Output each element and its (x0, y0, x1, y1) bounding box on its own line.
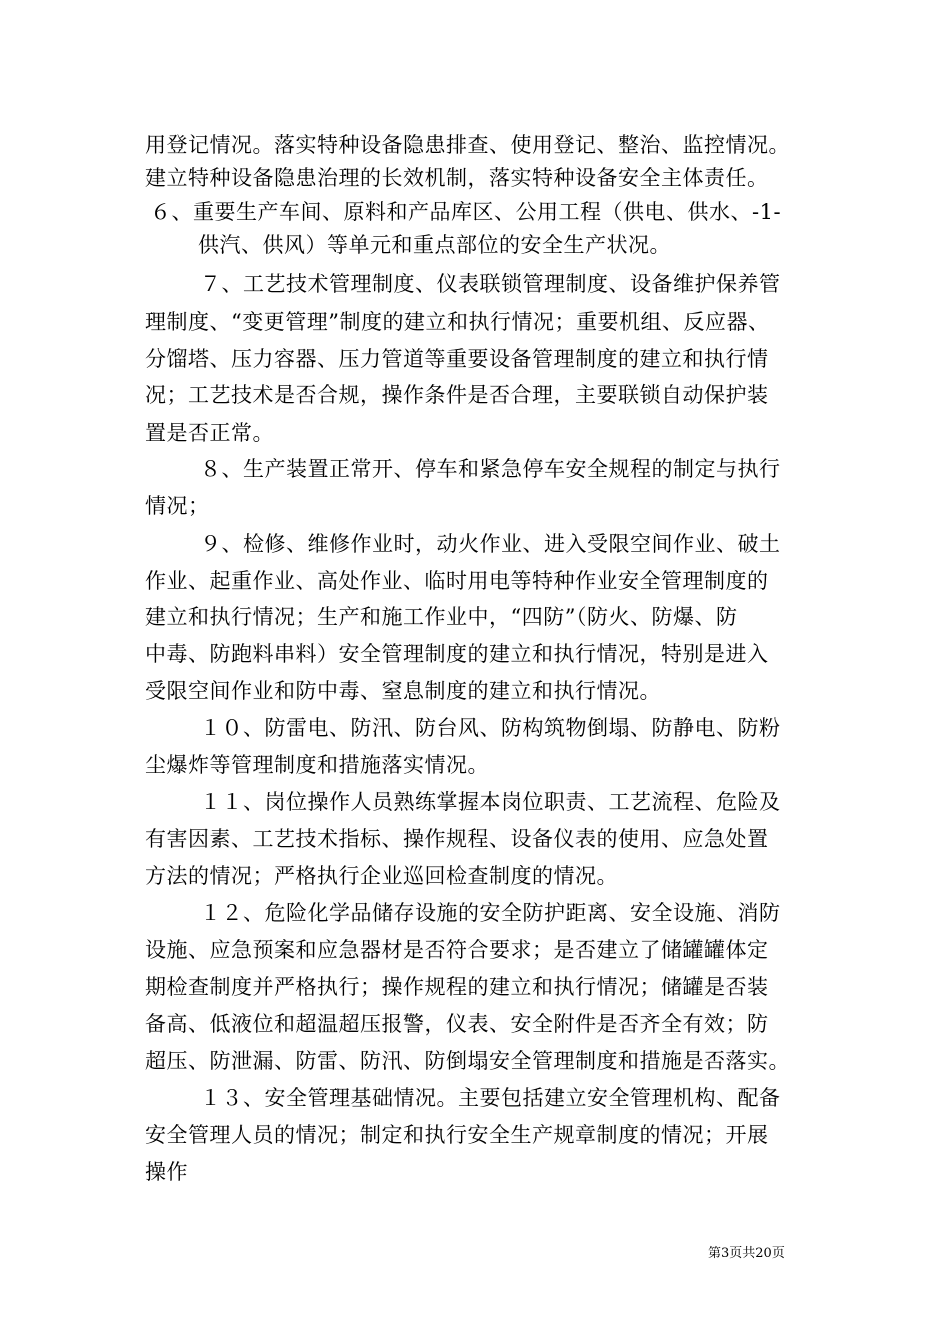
text-line: 设施、应急预案和应急器材是否符合要求；是否建立了储罐罐体定 (145, 938, 769, 962)
text-line: 建立和执行情况；生产和施工作业中，“四防”（防火、防爆、防 (145, 605, 738, 629)
text-line: 受限空间作业和防中毒、窒息制度的建立和执行情况。 (145, 679, 661, 703)
text-line: 分馏塔、压力容器、压力管道等重要设备管理制度的建立和执行情 (145, 347, 769, 371)
text-line: 备高、低液位和超温超压报警，仪表、安全附件是否齐全有效；防 (145, 1012, 769, 1036)
text-line: 尘爆炸等管理制度和措施落实情况。 (145, 753, 489, 777)
text-line: 情况； (145, 494, 210, 518)
text-line: 建立特种设备隐患治理的长效机制，落实特种设备安全主体责任。 (145, 166, 769, 190)
text-line: 方法的情况；严格执行企业巡回检查制度的情况。 (145, 864, 618, 888)
text-line: 况；工艺技术是否合规，操作条件是否合理，主要联锁自动保护装 (145, 383, 769, 407)
text-line: ６、重要生产车间、原料和产品库区、公用工程（供电、供水、-1- (150, 200, 782, 224)
text-line: ９、检修、维修作业时，动火作业、进入受限空间作业、破土 (200, 532, 781, 556)
text-line: 置是否正常。 (145, 421, 274, 445)
page-number: 第3页共20页 (708, 1246, 785, 1261)
text-line: ７、工艺技术管理制度、仪表联锁管理制度、设备维护保养管 (200, 272, 781, 296)
text-line: １０、防雷电、防汛、防台风、防构筑物倒塌、防静电、防粉 (200, 716, 781, 740)
text-line: １３、安全管理基础情况。主要包括建立安全管理机构、配备 (200, 1086, 781, 1110)
text-line: 有害因素、工艺技术指标、操作规程、设备仪表的使用、应急处置 (145, 827, 769, 851)
text-line: 作业、起重作业、高处作业、临时用电等特种作业安全管理制度的 (145, 569, 769, 593)
text-line: １２、危险化学品储存设施的安全防护距离、安全设施、消防 (200, 901, 781, 925)
text-line: ８、生产装置正常开、停车和紧急停车安全规程的制定与执行 (200, 457, 781, 481)
text-line: 操作 (145, 1160, 188, 1184)
text-line: 中毒、防跑料串料）安全管理制度的建立和执行情况，特别是进入 (145, 642, 769, 666)
text-line: 理制度、“变更管理”制度的建立和执行情况；重要机组、反应器、 (145, 310, 770, 334)
text-line: 用登记情况。落实特种设备隐患排查、使用登记、整治、监控情况。 (145, 133, 790, 157)
text-line: １１、岗位操作人员熟练掌握本岗位职责、工艺流程、危险及 (200, 790, 781, 814)
text-line: 期检查制度并严格执行；操作规程的建立和执行情况；储罐是否装 (145, 975, 769, 999)
text-line: 供汽、供风）等单元和重点部位的安全生产状况。 (198, 233, 671, 257)
text-line: 安全管理人员的情况；制定和执行安全生产规章制度的情况；开展 (145, 1123, 769, 1147)
text-line: 超压、防泄漏、防雷、防汛、防倒塌安全管理制度和措施是否落实。 (145, 1049, 790, 1073)
